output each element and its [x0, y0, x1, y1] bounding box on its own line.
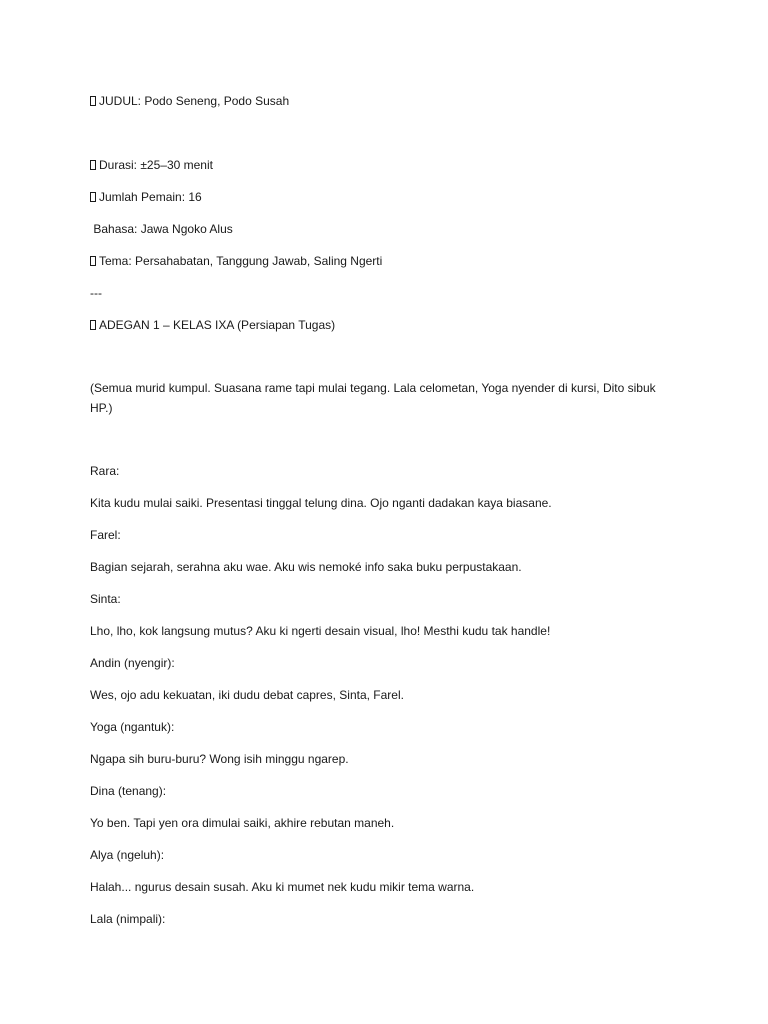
missing-glyph-icon	[90, 320, 96, 330]
dialogue-line	[90, 813, 670, 833]
speaker-text: Farel:	[90, 528, 121, 542]
dialogue-text: Kita kudu mulai saiki. Presentasi tinggal telung dina. Ojo nganti dadakan kaya biasane.	[90, 496, 552, 510]
speaker-text: Sinta:	[90, 592, 121, 606]
dialogue-line	[90, 621, 670, 641]
speaker-text: Rara:	[90, 464, 120, 478]
title-line	[90, 91, 670, 111]
dialogue-text: Bagian sejarah, serahna aku wae. Aku wis nemoké info saka buku perpustakaan.	[90, 560, 522, 574]
speaker-label	[90, 909, 670, 929]
dialogue-line	[90, 685, 670, 705]
theme-line	[90, 251, 670, 271]
missing-glyph-icon	[90, 160, 96, 170]
missing-glyph-icon	[90, 192, 96, 202]
stage-direction-text: (Semua murid kumpul. Suasana rame tapi mulai tegang. Lala celometan, Yoga nyender di kursi, Dito sibuk HP.)	[90, 381, 659, 415]
speaker-label	[90, 589, 670, 609]
duration-text: Durasi: ±25–30 menit	[99, 158, 213, 172]
speaker-label	[90, 845, 670, 865]
separator-line	[90, 283, 670, 303]
speaker-text: Lala (nimpali):	[90, 912, 166, 926]
speaker-label	[90, 653, 670, 673]
speaker-label	[90, 461, 670, 481]
players-text: Jumlah Pemain: 16	[99, 190, 202, 204]
duration-line	[90, 155, 670, 175]
missing-glyph-icon	[90, 256, 96, 266]
scene-heading-text: ADEGAN 1 – KELAS IXA (Persiapan Tugas)	[99, 318, 336, 332]
players-line	[90, 187, 670, 207]
title-text: JUDUL: Podo Seneng, Podo Susah	[99, 94, 290, 108]
speaker-text: Andin (nyengir):	[90, 656, 175, 670]
dialogue-line	[90, 557, 670, 577]
theme-text: Tema: Persahabatan, Tanggung Jawab, Saling Ngerti	[99, 254, 383, 268]
dialogue-line	[90, 877, 670, 897]
dialogue-line	[90, 493, 670, 513]
dialogue-line	[90, 749, 670, 769]
dialogue-text: Yo ben. Tapi yen ora dimulai saiki, akhire rebutan maneh.	[90, 816, 395, 830]
speaker-label	[90, 717, 670, 737]
scene-heading	[90, 315, 670, 335]
stage-direction	[90, 378, 670, 418]
dialogue-text: Lho, lho, kok langsung mutus? Aku ki ngerti desain visual, lho! Mesthi kudu tak handle!	[90, 624, 551, 638]
speaker-label	[90, 525, 670, 545]
speaker-text: Yoga (ngantuk):	[90, 720, 175, 734]
dialogue-text: Ngapa sih buru-buru? Wong isih minggu ngarep.	[90, 752, 349, 766]
dialogue-text: Halah... ngurus desain susah. Aku ki mumet nek kudu mikir tema warna.	[90, 880, 475, 894]
missing-glyph-icon	[90, 96, 96, 106]
dialogue-text: Wes, ojo adu kekuatan, iki dudu debat capres, Sinta, Farel.	[90, 688, 404, 702]
speaker-text: Alya (ngeluh):	[90, 848, 165, 862]
speaker-label	[90, 781, 670, 801]
separator-text: ---	[90, 286, 102, 300]
language-text: Bahasa: Jawa Ngoko Alus	[90, 222, 233, 236]
speaker-text: Dina (tenang):	[90, 784, 167, 798]
language-line	[90, 219, 670, 239]
